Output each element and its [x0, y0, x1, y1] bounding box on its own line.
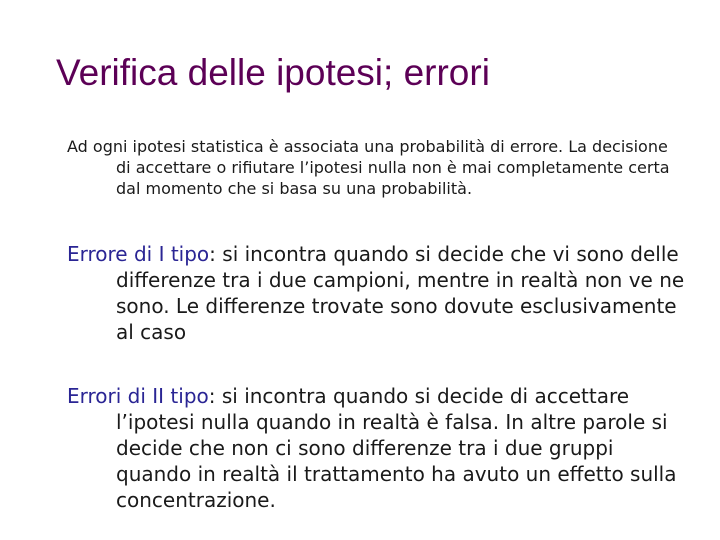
type-two-error-text: : si incontra quando si decide di accettare l’ipotesi nulla quando in realtà è falsa. In altre parole si decide che non ci sono differenze tra i due gruppi quando in realtà il trattamento ha avuto un effetto sulla concentrazione. [116, 384, 677, 512]
type-two-error-term: Errori di II tipo [67, 384, 209, 408]
type-one-error-text: : si incontra quando si decide che vi sono delle differenze tra i due campioni, mentre in realtà non ve ne sono. Le differenze trovate sono dovute esclusivamente al caso [116, 242, 685, 344]
type-one-error-paragraph [67, 241, 687, 345]
slide-title: Verifica delle ipotesi; errori [56, 52, 490, 93]
type-two-error-paragraph [67, 383, 687, 513]
intro-paragraph: Ad ogni ipotesi statistica è associata una probabilità di errore. La decisione di accettare o rifiutare l’ipotesi nulla non è mai completamente certa dal momento che si basa su una probabilità. [67, 137, 670, 198]
type-one-error-term: Errore di I tipo [67, 242, 210, 266]
